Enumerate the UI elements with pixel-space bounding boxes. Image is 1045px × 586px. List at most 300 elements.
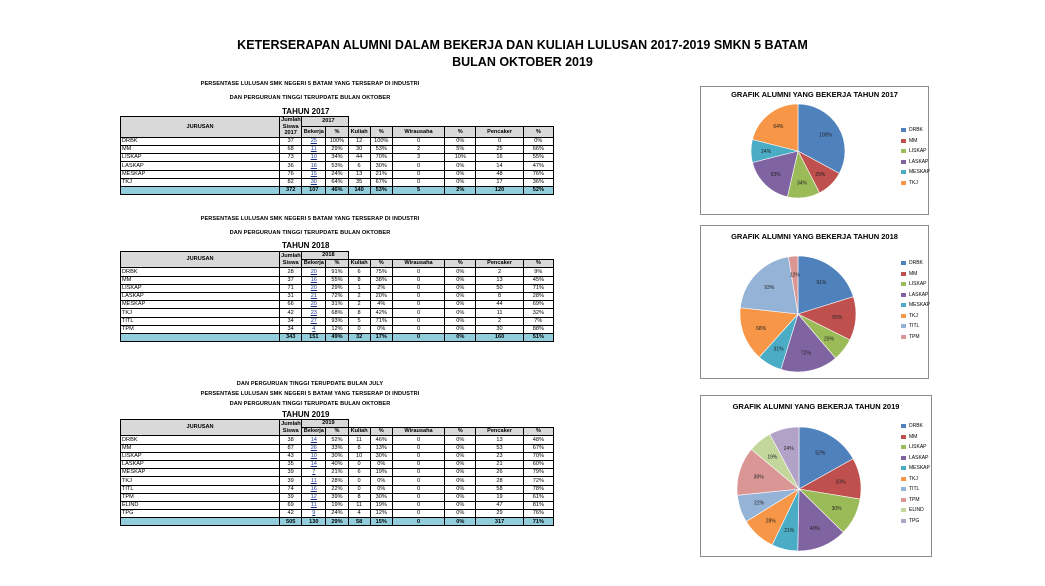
cell-kuliah: 11 [348, 501, 370, 509]
cell-total: 343 [280, 333, 302, 341]
cell-bekerja-pct: 72% [326, 292, 348, 300]
cell-bekerja[interactable]: 16 [302, 485, 326, 493]
chart-2017-title: GRAFIK ALUMNI YANG BEKERJA TAHUN 2017 [731, 90, 898, 99]
legend-label: MESKAP [909, 465, 930, 472]
column-header-jurusan: JURUSAN [121, 252, 280, 268]
cell-wirausaha: 0 [392, 292, 444, 300]
cell-kuliah-pct: 30% [370, 162, 392, 170]
legend-item [901, 125, 930, 136]
table-row [121, 170, 554, 178]
cell-wirausaha: 0 [392, 493, 444, 501]
legend-label: TPG [909, 517, 920, 524]
column-header-pct: % [326, 260, 348, 268]
chart-legend [901, 258, 930, 342]
column-header-pct: % [445, 127, 476, 137]
legend-swatch [901, 149, 906, 153]
cell-wirausaha: 0 [392, 436, 444, 444]
cell-jumlah: 39 [280, 477, 302, 485]
pie-data-label: 91% [816, 280, 827, 287]
cell-wirausaha-pct: 0% [445, 477, 476, 485]
cell-pencaker: 11 [476, 309, 523, 317]
legend-label: TKJ [909, 475, 918, 482]
cell-pencaker-pct: 88% [523, 325, 553, 333]
cell-kuliah-pct: 100% [370, 137, 392, 145]
cell-bekerja[interactable]: 20 [302, 268, 326, 276]
cell-pencaker: 17 [476, 178, 523, 186]
column-header-year: 2018 [302, 252, 348, 260]
cell-jumlah: 39 [280, 493, 302, 501]
cell-jumlah: 69 [280, 501, 302, 509]
section-2018-subtitle-2: DAN PERGURUAN TINGGI TERUPDATE BULAN OKTOBER [229, 230, 391, 236]
cell-total: 120 [476, 186, 523, 194]
table-row [121, 452, 554, 460]
legend-swatch [901, 139, 906, 143]
cell-jurusan: LASKAP [121, 162, 280, 170]
legend-label: TITL [909, 486, 920, 493]
cell-wirausaha-pct: 0% [445, 325, 476, 333]
legend-swatch [901, 456, 906, 460]
pie-data-label: 33% [835, 479, 846, 486]
legend-swatch [901, 498, 906, 502]
cell-pencaker-pct: 45% [523, 276, 553, 284]
cell-bekerja[interactable]: 26 [302, 444, 326, 452]
cell-total: 58 [348, 518, 370, 526]
legend-item [901, 146, 930, 157]
legend-swatch [901, 303, 906, 307]
cell-pencaker: 47 [476, 501, 523, 509]
cell-bekerja[interactable]: 10 [302, 154, 326, 162]
cell-bekerja[interactable]: 10 [302, 452, 326, 460]
cell-kuliah-pct: 2% [370, 284, 392, 292]
cell-bekerja[interactable]: 20 [302, 284, 326, 292]
cell-total-label [121, 186, 280, 194]
cell-pencaker: 28 [476, 477, 523, 485]
cell-wirausaha-pct: 0% [445, 485, 476, 493]
cell-jurusan: MESKAP [121, 170, 280, 178]
pie-data-label: 29% [824, 336, 835, 343]
cell-pencaker: 8 [476, 292, 523, 300]
cell-jurusan: LISKAP [121, 154, 280, 162]
cell-jurusan: TPG [121, 510, 280, 518]
legend-item [901, 505, 930, 516]
table-row [121, 292, 554, 300]
legend-label: MM [909, 137, 918, 144]
cell-kuliah: 11 [348, 436, 370, 444]
cell-pencaker-pct: 32% [523, 309, 553, 317]
cell-wirausaha-pct: 0% [445, 284, 476, 292]
cell-total-label [121, 518, 280, 526]
cell-bekerja[interactable]: 9 [302, 510, 326, 518]
section-2019-year-label: TAHUN 2019 [282, 410, 330, 419]
cell-bekerja[interactable]: 11 [302, 501, 326, 509]
cell-jumlah: 42 [280, 309, 302, 317]
pie-svg [701, 87, 928, 214]
cell-jumlah: 36 [280, 162, 302, 170]
cell-bekerja-pct: 22% [326, 485, 348, 493]
legend-swatch [901, 314, 906, 318]
legend-item [901, 432, 930, 443]
column-header-year: 2019 [302, 420, 348, 428]
cell-total: 51% [523, 333, 553, 341]
cell-total: 0 [392, 333, 444, 341]
cell-wirausaha: 0 [392, 469, 444, 477]
cell-total: 160 [476, 333, 523, 341]
cell-pencaker: 13 [476, 276, 523, 284]
cell-total: 53% [370, 186, 392, 194]
cell-wirausaha: 0 [392, 301, 444, 309]
cell-kuliah: 6 [348, 469, 370, 477]
table-row [121, 436, 554, 444]
column-header-jumlah-siswa [280, 420, 302, 436]
table-row [121, 501, 554, 509]
legend-label: MM [909, 433, 918, 440]
cell-wirausaha: 0 [392, 268, 444, 276]
chart-legend [901, 125, 930, 188]
cell-bekerja[interactable]: 21 [302, 292, 326, 300]
cell-total: 49% [326, 333, 348, 341]
cell-bekerja-pct: 24% [326, 170, 348, 178]
cell-pencaker-pct: 67% [523, 444, 553, 452]
section-2018-subtitle-1: PERSENTASE LULUSAN SMK NEGERI 5 BATAM YANG TERSERAP DI INDUSTRI [200, 216, 420, 222]
cell-bekerja[interactable]: 20 [302, 301, 326, 309]
legend-label: TPM [909, 333, 920, 340]
cell-bekerja-pct: 30% [326, 452, 348, 460]
cell-pencaker-pct: 28% [523, 292, 553, 300]
jumlah-siswa-line: 2017 [284, 130, 297, 137]
pie-data-label: 40% [809, 526, 820, 533]
pie-data-label: 34% [796, 180, 807, 187]
cell-jurusan: MESKAP [121, 469, 280, 477]
cell-kuliah-pct: 53% [370, 145, 392, 153]
cell-bekerja[interactable]: 23 [302, 309, 326, 317]
table-row [121, 284, 554, 292]
legend-label: LASKAP [909, 454, 929, 461]
cell-jumlah: 34 [280, 317, 302, 325]
cell-bekerja[interactable]: 12 [302, 493, 326, 501]
column-header-pct: % [523, 428, 553, 436]
cell-wirausaha: 2 [392, 145, 444, 153]
cell-kuliah-pct: 0% [370, 485, 392, 493]
cell-kuliah-pct: 19% [370, 501, 392, 509]
cell-wirausaha-pct: 0% [445, 452, 476, 460]
cell-bekerja[interactable]: 30 [302, 178, 326, 186]
cell-wirausaha-pct: 0% [445, 510, 476, 518]
table-row [121, 325, 554, 333]
cell-bekerja-pct: 40% [326, 460, 348, 468]
table-row [121, 276, 554, 284]
cell-wirausaha: 0 [392, 325, 444, 333]
cell-kuliah-pct: 67% [370, 178, 392, 186]
legend-label: DRBK [909, 260, 923, 267]
cell-pencaker: 30 [476, 325, 523, 333]
column-header-pct: % [326, 127, 348, 137]
column-header-pct: % [370, 428, 392, 436]
legend-label: LASKAP [909, 158, 929, 165]
cell-jurusan: DRBK [121, 137, 280, 145]
column-header-pct: % [523, 127, 553, 137]
cell-kuliah-pct: 21% [370, 170, 392, 178]
jumlah-siswa-line: Jumlah [281, 253, 301, 260]
cell-pencaker: 29 [476, 510, 523, 518]
column-header-pencaker: Pencaker [476, 260, 523, 268]
legend-swatch [901, 282, 906, 286]
legend-label: LISKAP [909, 281, 927, 288]
cell-wirausaha-pct: 0% [445, 493, 476, 501]
pie-data-label: 29% [815, 171, 826, 178]
cell-wirausaha-pct: 0% [445, 460, 476, 468]
cell-kuliah: 12 [348, 137, 370, 145]
column-header-pct: % [445, 428, 476, 436]
cell-kuliah-pct: 0% [370, 477, 392, 485]
cell-total: 46% [326, 186, 348, 194]
cell-jurusan: LISKAP [121, 452, 280, 460]
cell-total-label [121, 333, 280, 341]
pie-data-label: 24% [783, 446, 794, 453]
chart-2019-title: GRAFIK ALUMNI YANG BEKERJA TAHUN 2019 [732, 402, 900, 411]
cell-bekerja-pct: 19% [326, 501, 348, 509]
legend-item [901, 453, 930, 464]
cell-pencaker: 0 [476, 137, 523, 145]
cell-wirausaha-pct: 0% [445, 436, 476, 444]
cell-pencaker: 14 [476, 162, 523, 170]
table-row [121, 178, 554, 186]
legend-swatch [901, 324, 906, 328]
cell-total: 32 [348, 333, 370, 341]
cell-wirausaha-pct: 0% [445, 301, 476, 309]
table-2019 [120, 419, 554, 526]
legend-item [901, 484, 930, 495]
cell-bekerja-pct: 91% [326, 268, 348, 276]
cell-kuliah: 10 [348, 452, 370, 460]
cell-pencaker-pct: 70% [523, 452, 553, 460]
pie-data-label: 21% [784, 528, 795, 535]
cell-jurusan: MM [121, 145, 280, 153]
cell-kuliah-pct: 30% [370, 493, 392, 501]
cell-jurusan: LISKAP [121, 284, 280, 292]
pie-data-label: 30% [831, 506, 842, 513]
table-row [121, 145, 554, 153]
cell-wirausaha-pct: 0% [445, 178, 476, 186]
cell-wirausaha-pct: 0% [445, 170, 476, 178]
legend-swatch [901, 335, 906, 339]
table-row [121, 162, 554, 170]
cell-jurusan: TKJ [121, 178, 280, 186]
pie-chart-2019 [700, 395, 932, 557]
legend-item [901, 269, 930, 280]
cell-wirausaha-pct: 0% [445, 268, 476, 276]
table-2017 [120, 116, 554, 195]
cell-total: 0% [445, 518, 476, 526]
cell-pencaker-pct: 36% [523, 178, 553, 186]
cell-pencaker-pct: 78% [523, 485, 553, 493]
table-row [121, 301, 554, 309]
cell-bekerja[interactable]: 25 [302, 137, 326, 145]
cell-wirausaha-pct: 0% [445, 292, 476, 300]
cell-bekerja-pct: 29% [326, 145, 348, 153]
legend-item [901, 300, 930, 311]
jumlah-siswa-line: Siswa [282, 123, 299, 130]
jumlah-siswa-line: Siswa [282, 427, 299, 434]
cell-pencaker-pct: 81% [523, 501, 553, 509]
cell-jumlah: 87 [280, 444, 302, 452]
cell-jumlah: 73 [280, 154, 302, 162]
legend-swatch [901, 508, 906, 512]
legend-swatch [901, 128, 906, 132]
cell-jumlah: 35 [280, 460, 302, 468]
cell-total: 17% [370, 333, 392, 341]
column-header-bekerja: Bekerja [303, 260, 324, 267]
table-row [121, 510, 554, 518]
cell-pencaker: 44 [476, 301, 523, 309]
cell-wirausaha-pct: 0% [445, 137, 476, 145]
cell-bekerja[interactable]: 15 [302, 170, 326, 178]
pie-data-label: 39% [753, 474, 764, 481]
cell-bekerja-pct: 52% [326, 436, 348, 444]
legend-item [901, 157, 930, 168]
cell-jurusan: MM [121, 444, 280, 452]
column-header-wirausaha: Wirausaha [392, 428, 444, 436]
cell-kuliah: 8 [348, 444, 370, 452]
cell-pencaker-pct: 61% [523, 493, 553, 501]
cell-bekerja[interactable]: 14 [302, 436, 326, 444]
legend-label: MM [909, 270, 918, 277]
cell-wirausaha-pct: 0% [445, 162, 476, 170]
table-row [121, 154, 554, 162]
jumlah-siswa-line: Siswa [282, 259, 299, 266]
cell-bekerja[interactable]: 27 [302, 317, 326, 325]
cell-jurusan: LASKAP [121, 292, 280, 300]
cell-bekerja[interactable]: 4 [302, 325, 326, 333]
cell-jumlah: 37 [280, 137, 302, 145]
legend-item [901, 442, 930, 453]
legend-swatch [901, 477, 906, 481]
column-header-pencaker: Pencaker [476, 428, 523, 436]
pie-data-label: 19% [767, 454, 778, 461]
pie-data-label: 12% [789, 272, 800, 279]
cell-wirausaha-pct: 10% [445, 154, 476, 162]
pie-data-label: 93% [764, 284, 775, 291]
cell-kuliah-pct: 42% [370, 309, 392, 317]
cell-bekerja[interactable]: 16 [302, 276, 326, 284]
cell-wirausaha: 0 [392, 485, 444, 493]
cell-bekerja-pct: 31% [326, 301, 348, 309]
cell-pencaker-pct: 66% [523, 145, 553, 153]
column-header-pct: % [523, 260, 553, 268]
column-header-jumlah-siswa [280, 117, 302, 138]
legend-item [901, 290, 930, 301]
cell-kuliah-pct: 71% [370, 317, 392, 325]
section-2017-year-label: TAHUN 2017 [282, 107, 330, 116]
cell-jurusan: LASKAP [121, 460, 280, 468]
cell-kuliah-pct: 4% [370, 301, 392, 309]
cell-pencaker: 2 [476, 317, 523, 325]
cell-wirausaha: 0 [392, 477, 444, 485]
legend-swatch [901, 435, 906, 439]
cell-pencaker-pct: 7% [523, 317, 553, 325]
cell-jumlah: 71 [280, 284, 302, 292]
legend-label: LISKAP [909, 444, 927, 451]
cell-pencaker-pct: 76% [523, 510, 553, 518]
legend-label: MESKAP [909, 302, 930, 309]
cell-bekerja[interactable]: 7 [302, 469, 326, 477]
cell-pencaker: 16 [476, 154, 523, 162]
pie-data-label: 31% [773, 346, 784, 353]
cell-bekerja[interactable]: 11 [302, 477, 326, 485]
cell-bekerja[interactable]: 11 [302, 145, 326, 153]
legend-label: TKJ [909, 312, 918, 319]
cell-wirausaha: 0 [392, 137, 444, 145]
pie-data-label: 22% [754, 500, 765, 507]
cell-jurusan: ELIND [121, 501, 280, 509]
cell-kuliah: 4 [348, 510, 370, 518]
cell-pencaker-pct: 72% [523, 477, 553, 485]
cell-jumlah: 66 [280, 301, 302, 309]
cell-bekerja-pct: 34% [326, 154, 348, 162]
cell-jurusan: TKJ [121, 309, 280, 317]
legend-label: TITL [909, 323, 920, 330]
cell-jurusan: TITL [121, 485, 280, 493]
chart-2018-title: GRAFIK ALUMNI YANG BEKERJA TAHUN 2018 [731, 232, 898, 241]
column-header-pct: % [370, 127, 392, 137]
cell-pencaker-pct: 48% [523, 436, 553, 444]
table-total-row [121, 333, 554, 341]
cell-kuliah: 0 [348, 460, 370, 468]
cell-kuliah: 8 [348, 493, 370, 501]
cell-total: 0 [392, 518, 444, 526]
legend-item [901, 279, 930, 290]
legend-swatch [901, 272, 906, 276]
column-header-bekerja: Bekerja [303, 428, 324, 435]
section-2019-subtitle-0: DAN PERGURUAN TINGGI TERUPDATE BULAN JULY [236, 381, 384, 387]
legend-swatch [901, 424, 906, 428]
cell-wirausaha-pct: 0% [445, 276, 476, 284]
cell-wirausaha-pct: 0% [445, 444, 476, 452]
cell-kuliah-pct: 75% [370, 268, 392, 276]
legend-item [901, 463, 930, 474]
column-header-kuliah: Kuliah [348, 428, 370, 436]
legend-item [901, 474, 930, 485]
table-row [121, 309, 554, 317]
cell-wirausaha: 0 [392, 170, 444, 178]
column-header-kuliah: Kuliah [348, 127, 370, 137]
cell-kuliah-pct: 0% [370, 325, 392, 333]
cell-bekerja-pct: 93% [326, 317, 348, 325]
cell-bekerja[interactable]: 14 [302, 460, 326, 468]
cell-total: 505 [280, 518, 302, 526]
cell-bekerja-pct: 68% [326, 309, 348, 317]
cell-wirausaha-pct: 0% [445, 501, 476, 509]
cell-pencaker: 13 [476, 436, 523, 444]
cell-total: 151 [302, 333, 326, 341]
pie-data-label: 28% [765, 518, 776, 525]
jumlah-siswa-line: Jumlah [281, 117, 301, 123]
legend-swatch [901, 293, 906, 297]
cell-wirausaha: 0 [392, 444, 444, 452]
cell-jurusan: MM [121, 276, 280, 284]
cell-jumlah: 68 [280, 145, 302, 153]
column-header-year: 2017 [302, 117, 348, 127]
cell-total: 372 [280, 186, 302, 194]
cell-jumlah: 38 [280, 436, 302, 444]
legend-item [901, 258, 930, 269]
legend-label: TPM [909, 496, 920, 503]
cell-total: 5 [392, 186, 444, 194]
cell-pencaker: 2 [476, 268, 523, 276]
cell-kuliah-pct: 19% [370, 469, 392, 477]
cell-kuliah-pct: 70% [370, 154, 392, 162]
legend-label: DRBK [909, 423, 923, 430]
cell-bekerja[interactable]: 16 [302, 162, 326, 170]
